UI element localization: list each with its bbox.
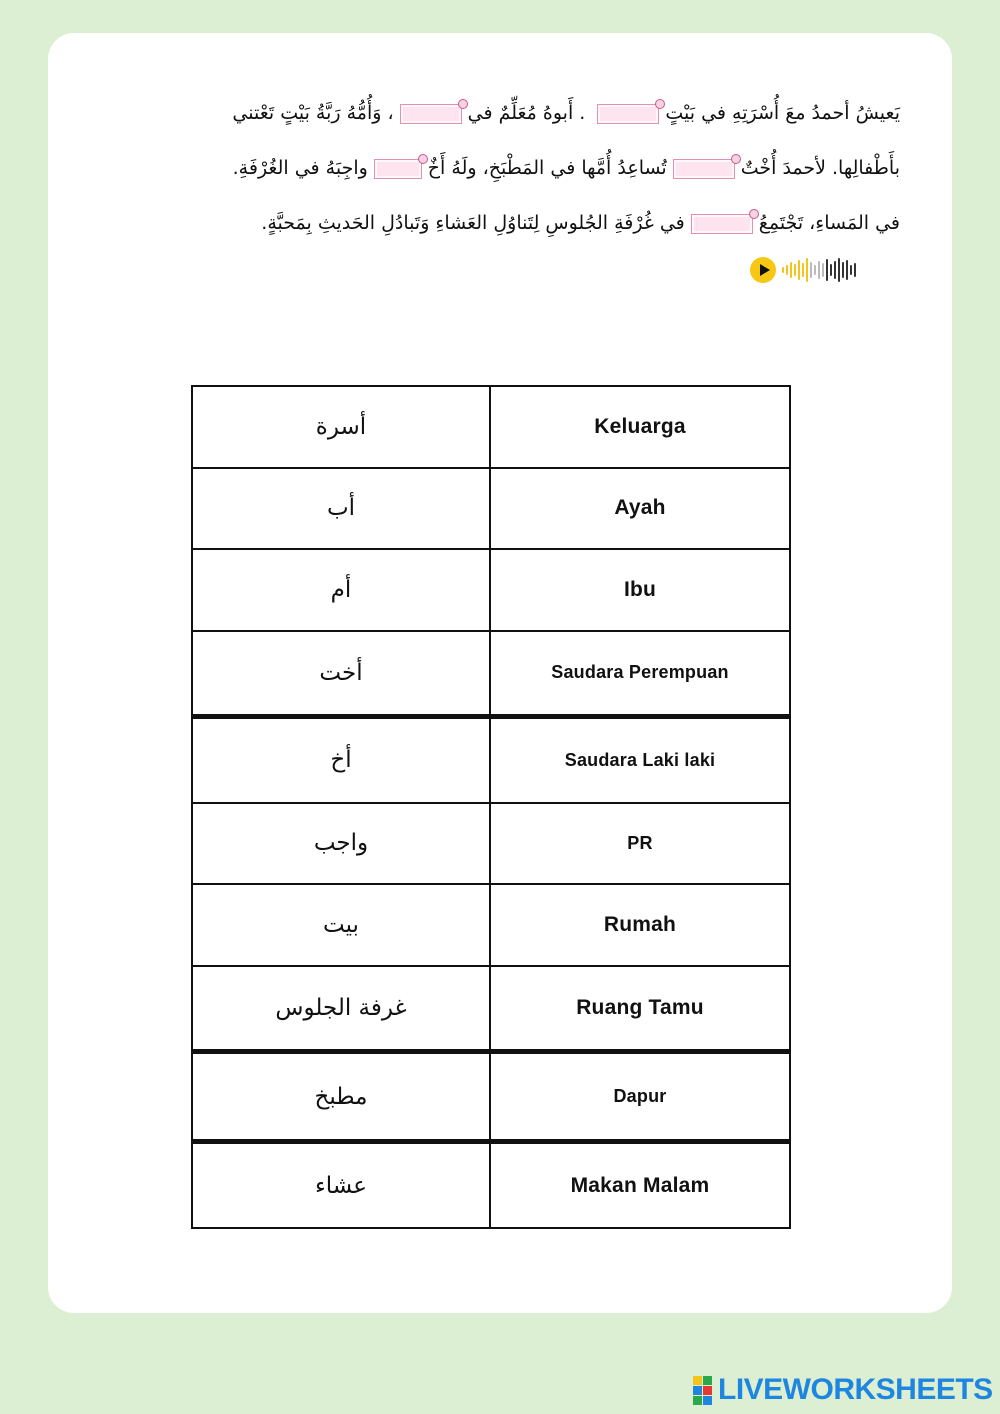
passage-text: ، وَأُمُّهُ رَبَّةُ بَيْتٍ تَعْتني bbox=[232, 102, 394, 124]
vocab-row bbox=[192, 549, 790, 631]
blank-marker-icon bbox=[731, 154, 741, 164]
play-icon[interactable] bbox=[750, 257, 776, 283]
arabic-word: أب bbox=[192, 468, 490, 550]
answer-blank-3[interactable] bbox=[673, 159, 735, 179]
indonesian-word: PR bbox=[490, 803, 790, 885]
logo-text: LIVEWORKSHEETS bbox=[718, 1373, 993, 1406]
arabic-word: مطبخ bbox=[192, 1052, 490, 1142]
arabic-word: أم bbox=[192, 549, 490, 631]
indonesian-word: Ruang Tamu bbox=[490, 966, 790, 1052]
vocab-row bbox=[192, 631, 790, 717]
arabic-word: أخت bbox=[192, 631, 490, 717]
indonesian-word: Dapur bbox=[490, 1052, 790, 1142]
vocab-row bbox=[192, 966, 790, 1052]
indonesian-word: Ibu bbox=[490, 549, 790, 631]
arabic-word: واجب bbox=[192, 803, 490, 885]
indonesian-word: Saudara Perempuan bbox=[490, 631, 790, 717]
blank-marker-icon bbox=[749, 209, 759, 219]
vocab-row bbox=[192, 884, 790, 966]
vocab-row bbox=[192, 1142, 790, 1228]
indonesian-word: Makan Malam bbox=[490, 1142, 790, 1228]
arabic-word: بيت bbox=[192, 884, 490, 966]
vocab-row bbox=[192, 386, 790, 468]
indonesian-word: Ayah bbox=[490, 468, 790, 550]
passage-line-2 bbox=[110, 153, 900, 183]
passage-text: في المَساءِ، تَجْتَمِعُ bbox=[758, 212, 900, 234]
indonesian-word: Rumah bbox=[490, 884, 790, 966]
passage-text: يَعيشُ أحمدُ معَ أُسْرَتِهِ في بَيْتٍ bbox=[665, 102, 900, 124]
logo-icon bbox=[693, 1376, 712, 1405]
indonesian-word: Saudara Laki laki bbox=[490, 717, 790, 803]
vocab-row bbox=[192, 1052, 790, 1142]
blank-marker-icon bbox=[418, 154, 428, 164]
vocab-row bbox=[192, 468, 790, 550]
vocab-row bbox=[192, 717, 790, 803]
answer-blank-2[interactable] bbox=[400, 104, 462, 124]
indonesian-word: Keluarga bbox=[490, 386, 790, 468]
answer-blank-4[interactable] bbox=[374, 159, 422, 179]
vocabulary-table bbox=[191, 385, 791, 1229]
arabic-word: أسرة bbox=[192, 386, 490, 468]
passage-line-3 bbox=[110, 208, 900, 238]
passage-text: . أَبوهُ مُعَلِّمٌ في bbox=[467, 102, 586, 124]
passage-text: تُساعِدُ أُمَّها في المَطْبَخِ، ولَهُ أَخٌ bbox=[427, 157, 667, 179]
passage-text: في غُرْفَةِ الجُلوسِ لِتَناوُلِ العَشاءِ وَتَبادُلِ الحَديثِ بِمَحبَّةٍ. bbox=[261, 212, 685, 234]
liveworksheets-logo bbox=[693, 1374, 993, 1406]
waveform-icon bbox=[782, 257, 856, 283]
arabic-word: غرفة الجلوس bbox=[192, 966, 490, 1052]
arabic-word: عشاء bbox=[192, 1142, 490, 1228]
answer-blank-1[interactable] bbox=[597, 104, 659, 124]
passage-text: واجِبَهُ في الغُرْفَةِ. bbox=[232, 157, 368, 179]
arabic-word: أخ bbox=[192, 717, 490, 803]
passage-text: بأَطْفالِها. لأحمدَ أُخْتٌ bbox=[740, 157, 900, 179]
blank-marker-icon bbox=[458, 99, 468, 109]
passage-line-1 bbox=[110, 98, 900, 128]
answer-blank-5[interactable] bbox=[691, 214, 753, 234]
blank-marker-icon bbox=[655, 99, 665, 109]
audio-player[interactable] bbox=[750, 256, 890, 284]
vocab-row bbox=[192, 803, 790, 885]
